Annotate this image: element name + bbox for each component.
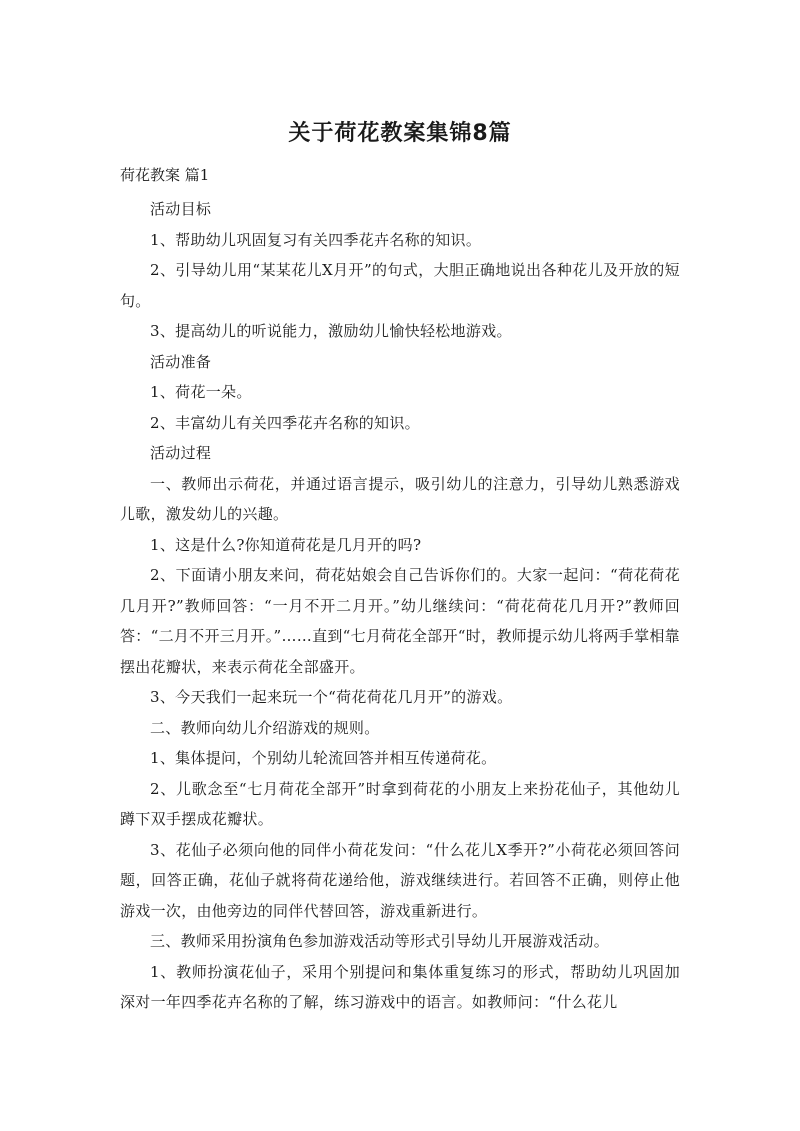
paragraph: 三、教师采用扮演角色参加游戏活动等形式引导幼儿开展游戏活动。 xyxy=(150,932,610,950)
document-title: 关于荷花教案集锦8篇 xyxy=(288,121,512,146)
paragraph: 3、提高幼儿的听说能力，激励幼儿愉快轻松地游戏。 xyxy=(150,322,512,340)
paragraph: 二、教师向幼儿介绍游戏的规则。 xyxy=(150,718,380,737)
paragraph: 一、教师出示荷花，并通过语言提示，吸引幼儿的注意力，引导幼儿熟悉游戏儿歌，激发幼儿的兴趣。 xyxy=(120,474,680,523)
paragraph: 1、荷花一朵。 xyxy=(150,383,252,401)
paragraph: 2、儿歌念至“七月荷花全部开”时拿到荷花的小朋友上来扮花仙子，其他幼儿蹲下双手摆成花瓣状。 xyxy=(120,779,680,828)
paragraph: 1、集体提问，个别幼儿轮流回答并相互传递荷花。 xyxy=(150,749,497,767)
paragraph: 1、教师扮演花仙子，采用个别提问和集体重复练习的形式，帮助幼儿巩固加深对一年四季花卉名称的了解，练习游戏中的语言。如教师问：“什么花儿 xyxy=(120,962,680,1011)
paragraph: 3、花仙子必须向他的同伴小荷花发问：“什么花儿X季开?”小荷花必须回答问题，回答正确，花仙子就将荷花递给他，游戏继续进行。若回答不正确，则停止他游戏一次，由他旁边的同伴代替回答，游戏重新进行。 xyxy=(120,840,680,920)
paragraph: 1、帮助幼儿巩固复习有关四季花卉名称的知识。 xyxy=(150,230,482,249)
document-body xyxy=(120,194,680,1018)
section-heading: 荷花教案 篇1 xyxy=(120,166,210,184)
heading-activity-goals: 活动目标 xyxy=(150,200,212,218)
heading-activity-process: 活动过程 xyxy=(150,444,212,462)
paragraph: 2、丰富幼儿有关四季花卉名称的知识。 xyxy=(150,413,420,432)
paragraph: 1、这是什么?你知道荷花是几月开的吗? xyxy=(150,535,422,554)
paragraph: 3、今天我们一起来玩一个“荷花荷花几月开”的游戏。 xyxy=(150,688,513,706)
paragraph: 2、引导幼儿用“某某花儿X月开”的句式，大胆正确地说出各种花儿及开放的短句。 xyxy=(120,261,680,310)
heading-activity-preparation: 活动准备 xyxy=(150,352,212,371)
paragraph: 2、下面请小朋友来问，荷花姑娘会自己告诉你们的。大家一起问：“荷花荷花几月开?”教师回答：“一月不开二月开。”幼儿继续问：“荷花荷花几月开?”教师回答：“二月不开三月开。”……直到“七月荷花全部开“时，教师提示幼儿将两手掌相靠摆出花瓣状，来表示荷花全部盛开。 xyxy=(120,566,680,676)
